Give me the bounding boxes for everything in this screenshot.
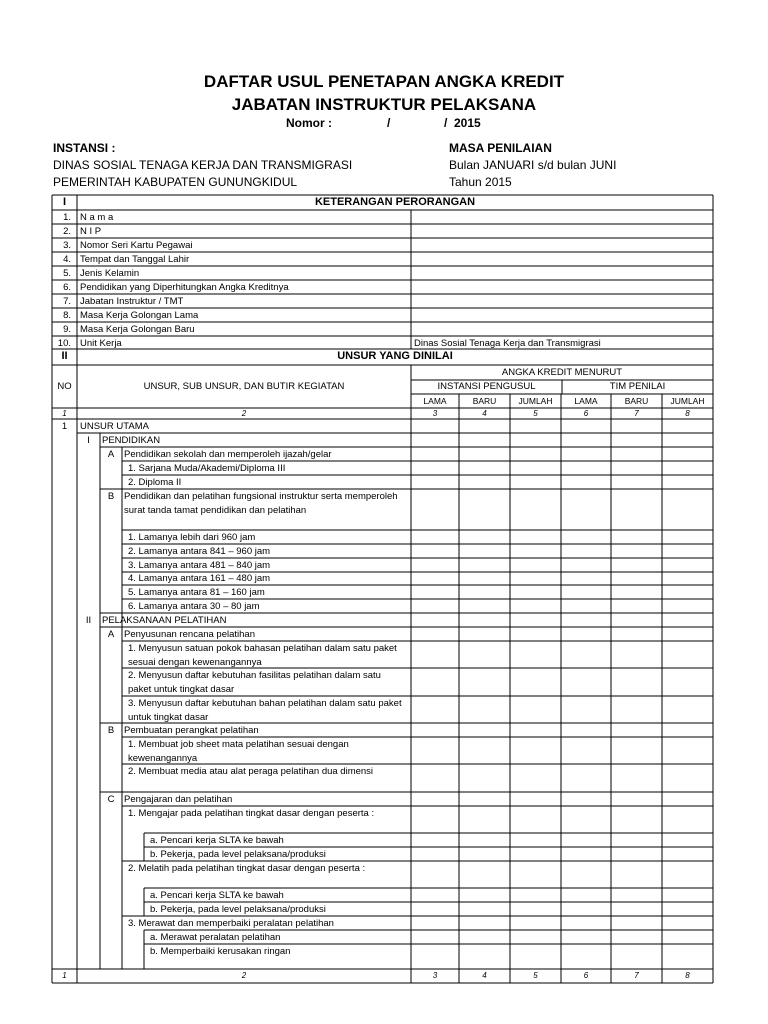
col-angka-header: ANGKA KREDIT MENURUT [501, 367, 623, 378]
item-c2-3a: a. Merawat peralatan pelatihan [150, 932, 281, 943]
penyusunan-label: Penyusunan rencana pelatihan [124, 629, 255, 640]
item-a2-1: 1. Menyusun satuan pokok bahasan pelatihan dalam satu paket sesuai dengan kewenangannya [128, 643, 397, 668]
col-number: 2 [241, 409, 247, 418]
col-sub-header: JUMLAH [670, 396, 705, 406]
section1-row-no: 3. [63, 240, 71, 251]
col-no-header: NO [57, 381, 72, 392]
item-c2-2: 2. Melatih pada pelatihan tingkat dasar dengan peserta : [128, 863, 366, 874]
item-b2-1: 1. Membuat job sheet mata pelatihan sesuai dengan kewenangannya [128, 739, 349, 764]
section2-title: UNSUR YANG DINILAI [337, 350, 453, 362]
item-letter: A [107, 629, 115, 640]
unsur-utama-label: UNSUR UTAMA [80, 421, 149, 432]
item-b-1: 1. Lamanya lebih dari 960 jam [128, 532, 256, 543]
col-number-footer: 7 [634, 971, 639, 980]
item-c2-1: 1. Mengajar pada pelatihan tingkat dasar dengan peserta : [128, 808, 375, 819]
item-b-4: 4. Lamanya antara 161 – 480 jam [128, 573, 271, 584]
item-a-1: 1. Sarjana Muda/Akademi/Diploma III [128, 463, 286, 474]
item-b-2: 2. Lamanya antara 841 – 960 jam [128, 546, 271, 557]
col-number: 1 [62, 409, 67, 418]
item-letter: B [107, 491, 115, 502]
item-c2-2b: b. Pekerja, pada level pelaksana/produksi [150, 904, 326, 915]
item-letter: A [107, 449, 115, 460]
item-a2-2: 2. Menyusun daftar kebutuhan fasilitas pelatihan dalam satu paket untuk tingkat dasar [128, 670, 381, 695]
nomor-slash-2: / [444, 116, 448, 130]
section1-row-label: Jenis Kelamin [80, 268, 140, 279]
col-number: 6 [583, 409, 589, 418]
section1-row-no: 4. [63, 254, 71, 265]
sub-unsur-roman: I [87, 435, 90, 446]
col-number-footer: 5 [533, 971, 538, 980]
section1-row-no: 8. [63, 310, 71, 321]
col-number-footer: 6 [583, 971, 589, 980]
item-b-5: 5. Lamanya antara 81 – 160 jam [128, 587, 265, 598]
pendidikan-sekolah-label: Pendidikan sekolah dan memperoleh ijazah/gelar [124, 449, 332, 460]
nomor-label: Nomor : [286, 116, 332, 130]
col-tim-header: TIM PENILAI [609, 381, 666, 392]
col-number: 5 [533, 409, 538, 418]
nomor-slash-1: / [387, 116, 391, 130]
col-instansi-header: INSTANSI PENGUSUL [437, 381, 536, 392]
col-sub-header: JUMLAH [518, 396, 553, 406]
item-b-6: 6. Lamanya antara 30 – 80 jam [128, 601, 260, 612]
col-unsur-header: UNSUR, SUB UNSUR, DAN BUTIR KEGIATAN [143, 381, 345, 392]
nomor-year: 2015 [454, 116, 481, 130]
section1-row-no: 6. [63, 282, 71, 293]
section1-row-label: N a m a [80, 212, 114, 223]
col-number: 7 [634, 409, 639, 418]
col-number: 8 [685, 409, 690, 418]
section1-row-value: Dinas Sosial Tenaga Kerja dan Transmigrasi [414, 338, 601, 349]
section1-row-label: Pendidikan yang Diperhitungkan Angka Kreditnya [80, 282, 289, 293]
document-title: DAFTAR USUL PENETAPAN ANGKA KREDIT [203, 72, 565, 91]
col-sub-header: LAMA [574, 396, 598, 406]
item-c2-1b: b. Pekerja, pada level pelaksana/produksi [150, 849, 326, 860]
col-number-footer: 3 [432, 971, 438, 980]
sub-unsur-roman: II [85, 615, 92, 626]
item-letter: C [107, 794, 115, 805]
item-a-2: 2. Diploma II [128, 477, 182, 488]
item-letter: B [107, 725, 115, 736]
pengajaran-label: Pengajaran dan pelatihan [124, 794, 233, 805]
col-sub-header: BARU [624, 396, 649, 406]
pelaksanaan-label: PELAKSANAAN PELATIHAN [102, 615, 227, 626]
item-b-3: 3. Lamanya antara 481 – 840 jam [128, 560, 271, 571]
document-subtitle: JABATAN INSTRUKTUR PELAKSANA [231, 95, 537, 114]
item-c2-3b: b. Memperbaiki kerusakan ringan [150, 946, 291, 957]
masa-penilaian-line1: Bulan JANUARI s/d bulan JUNI [449, 158, 617, 172]
masa-penilaian-label: MASA PENILAIAN [449, 141, 552, 155]
masa-penilaian-line2: Tahun 2015 [449, 175, 512, 189]
section1-roman: I [62, 196, 67, 208]
unsur-no: 1 [61, 421, 68, 432]
section1-row-label: Masa Kerja Golongan Lama [80, 310, 199, 321]
pendidikan-label: PENDIDIKAN [102, 435, 161, 446]
item-c2-2a: a. Pencari kerja SLTA ke bawah [150, 890, 284, 901]
instansi-line2: PEMERINTAH KABUPATEN GUNUNGKIDUL [53, 175, 298, 189]
pendidikan-fungsional-label: Pendidikan dan pelatihan fungsional instruktur serta memperoleh surat tanda tamat pendidikan dan pelatihan [124, 491, 398, 516]
section1-row-no: 10. [57, 338, 71, 349]
section1-title: KETERANGAN PERORANGAN [314, 196, 476, 208]
col-sub-header: LAMA [423, 396, 447, 406]
instansi-line1: DINAS SOSIAL TENAGA KERJA DAN TRANSMIGRASI [53, 158, 353, 172]
col-number-footer: 4 [482, 971, 487, 980]
section1-row-no: 7. [63, 296, 71, 307]
pembuatan-label: Pembuatan perangkat pelatihan [124, 725, 259, 736]
section1-row-no: 2. [63, 226, 71, 237]
section1-row-no: 9. [63, 324, 71, 335]
section1-row-label: N I P [80, 226, 102, 237]
section1-row-label: Unit Kerja [80, 338, 122, 349]
col-number-footer: 8 [685, 971, 690, 980]
section1-row-label: Tempat dan Tanggal Lahir [80, 254, 190, 265]
col-number-footer: 2 [241, 971, 247, 980]
col-sub-header: BARU [472, 396, 497, 406]
item-a2-3: 3. Menyusun daftar kebutuhan bahan pelatihan dalam satu paket untuk tingkat dasar [128, 698, 402, 723]
col-number: 3 [432, 409, 438, 418]
col-number: 4 [482, 409, 487, 418]
section2-roman: II [61, 350, 68, 362]
section1-row-label: Masa Kerja Golongan Baru [80, 324, 195, 335]
section1-row-label: Nomor Seri Kartu Pegawai [80, 240, 193, 251]
section1-row-no: 5. [63, 268, 71, 279]
item-c2-1a: a. Pencari kerja SLTA ke bawah [150, 835, 284, 846]
col-number-footer: 1 [62, 971, 67, 980]
section1-row-no: 1. [63, 212, 71, 223]
item-b2-2: 2. Membuat media atau alat peraga pelatihan dua dimensi [128, 766, 374, 777]
section1-row-label: Jabatan Instruktur / TMT [80, 296, 184, 307]
instansi-label: INSTANSI : [53, 141, 116, 155]
item-c2-3: 3. Merawat dan memperbaiki peralatan pelatihan [128, 918, 334, 929]
